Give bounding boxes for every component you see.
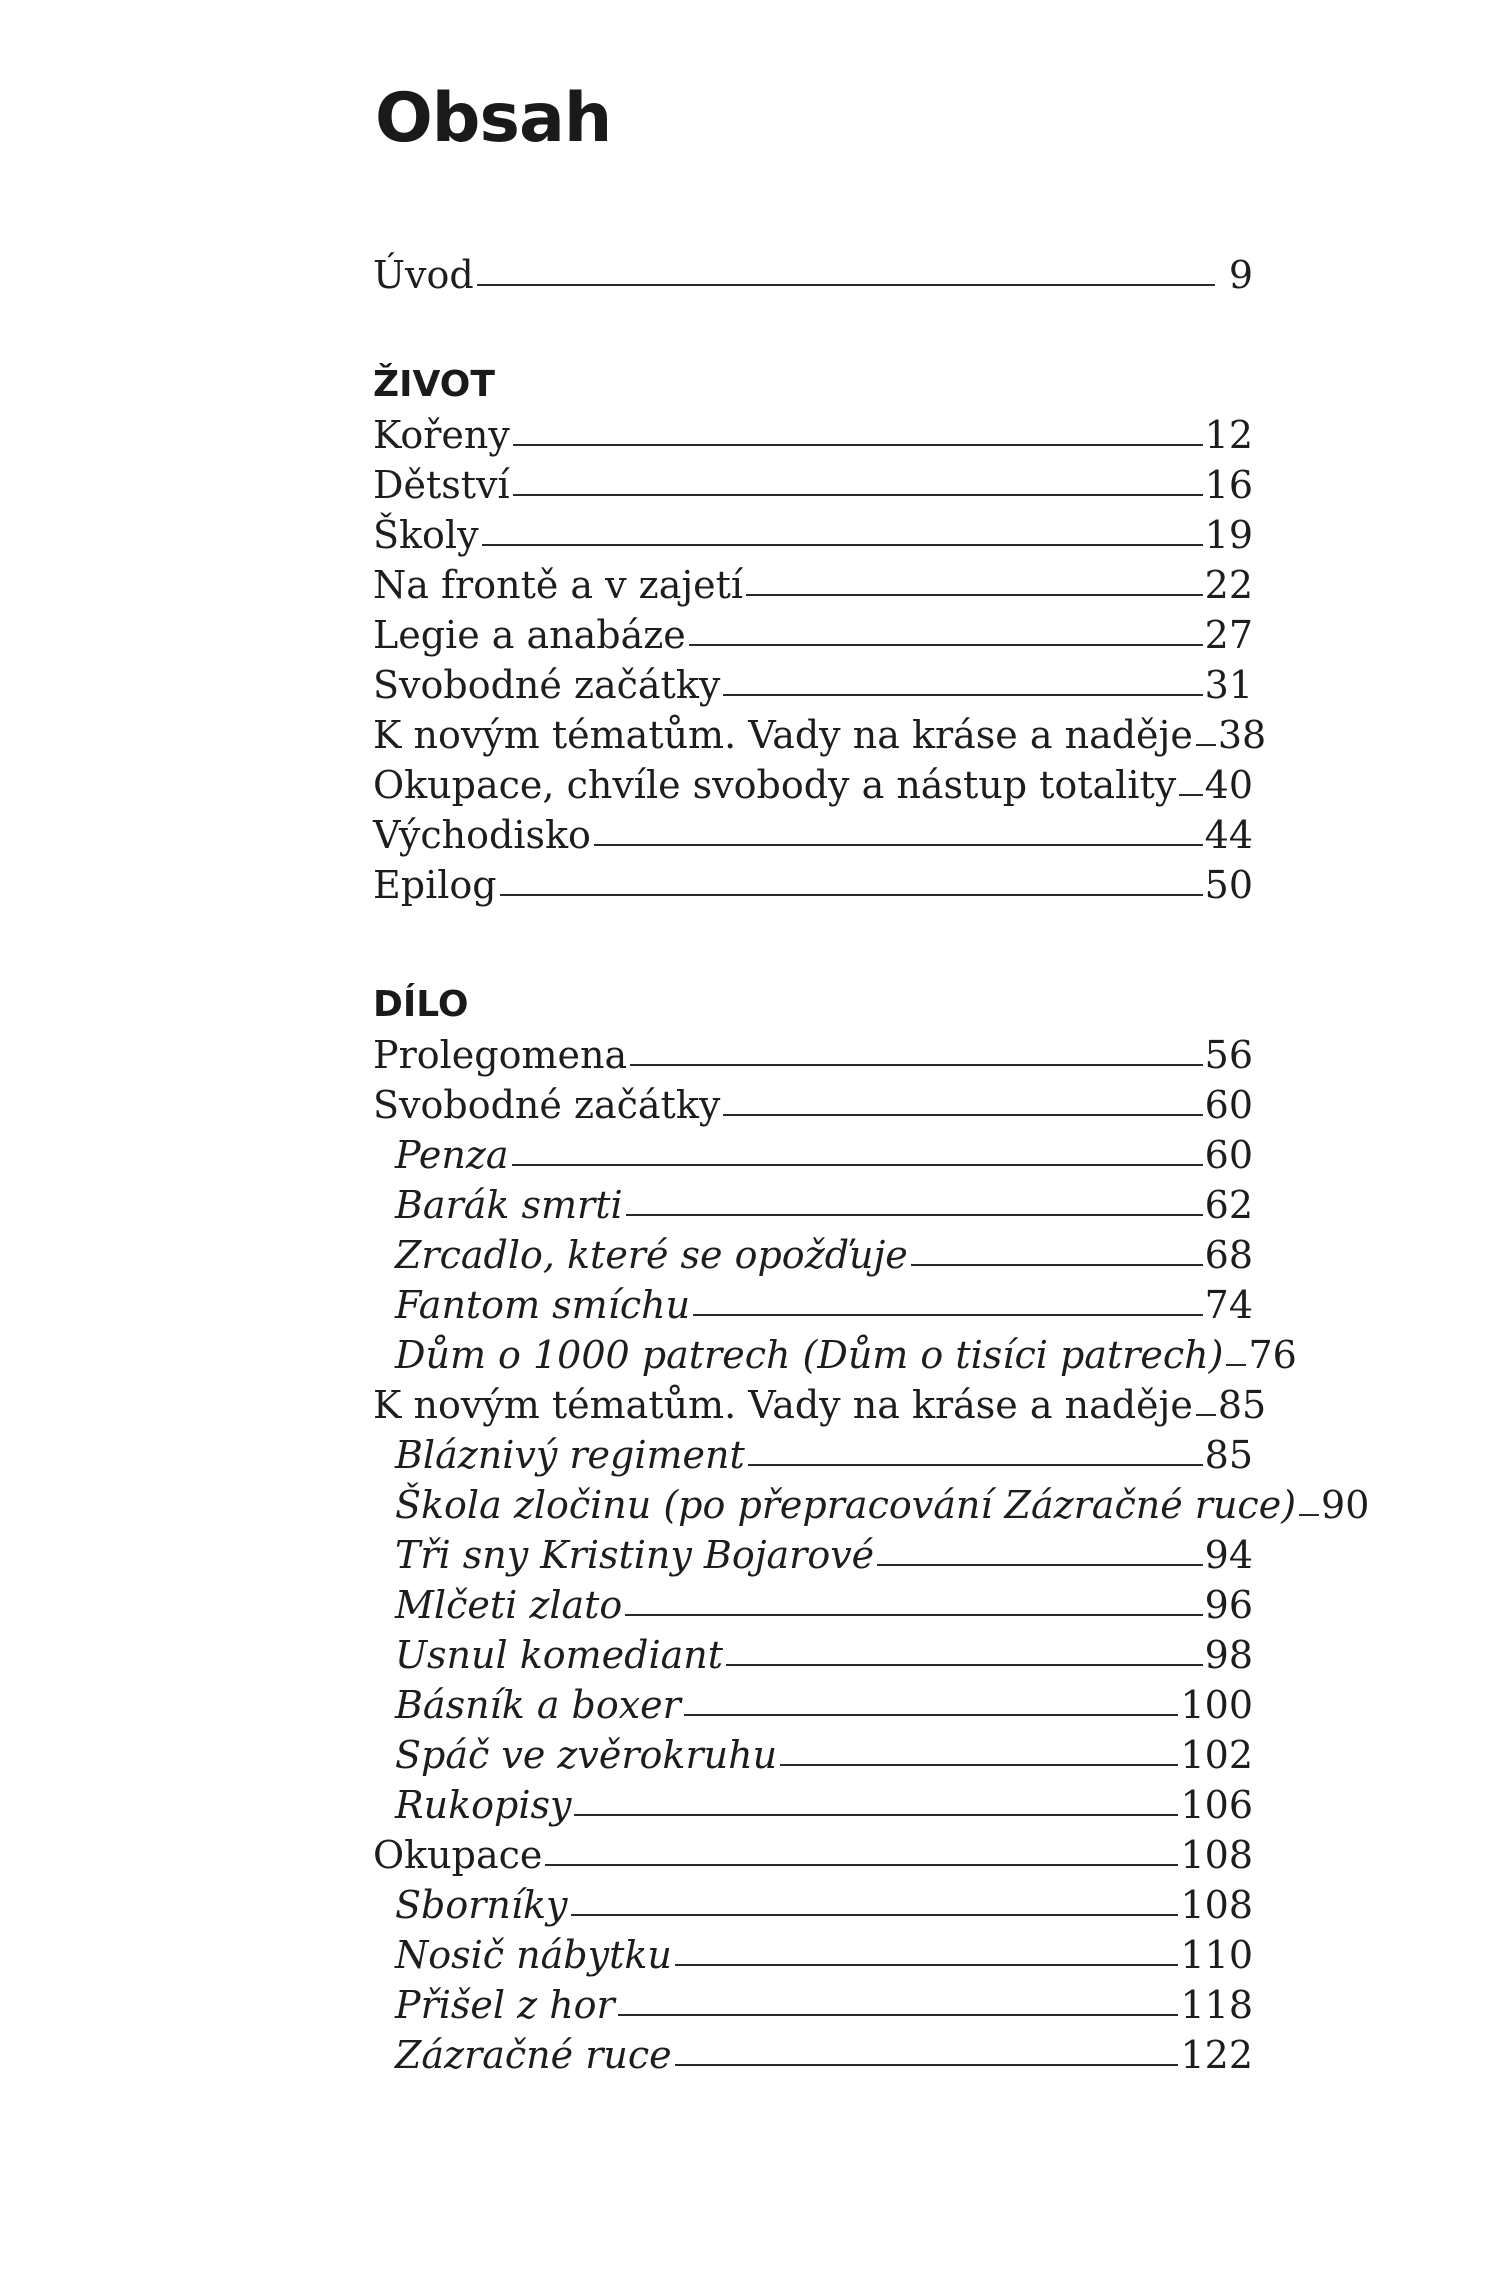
toc-subentry (373, 1130, 1253, 1180)
toc-entry-page-number: 122 (1180, 2033, 1253, 2077)
toc-subentry (373, 1480, 1370, 1530)
toc-entry-page-number: 56 (1204, 1033, 1253, 1077)
dot-leader (689, 644, 1203, 646)
toc-entry-page-number: 9 (1228, 253, 1253, 297)
toc-entry-label: Školy (373, 513, 479, 557)
toc-entry-page-number: 38 (1217, 713, 1267, 757)
toc-entry-label: Tři sny Kristiny Bojarové (395, 1533, 875, 1577)
toc-entry-page-number: 85 (1204, 1433, 1253, 1477)
toc-entry-label: Přišel z hor (395, 1983, 615, 2027)
toc-entry-page-number: 108 (1180, 1883, 1253, 1927)
toc-entry (373, 760, 1253, 810)
toc-entry (373, 460, 1253, 510)
toc-entry-page-number: 108 (1180, 1833, 1253, 1877)
toc-entry-label: Úvod (373, 253, 474, 297)
dot-leader (625, 1614, 1202, 1616)
toc-entry-page-number: 85 (1217, 1383, 1267, 1427)
toc-entry-label: Zázračné ruce (395, 2033, 672, 2077)
toc-entry-page-number: 50 (1204, 863, 1253, 907)
toc-entry-label: Bláznivý regiment (395, 1433, 745, 1477)
toc-subentry (373, 1680, 1253, 1730)
toc-entry-label: Fantom smíchu (395, 1283, 691, 1327)
dot-leader (512, 1164, 1203, 1166)
toc-entry-label: Barák smrti (395, 1183, 623, 1227)
toc-entry (373, 1380, 1267, 1430)
toc-subentry (373, 1630, 1253, 1680)
toc-entry-label: Dětství (373, 463, 510, 507)
toc-entry-label: Zrcadlo, které se opožďuje (395, 1233, 908, 1277)
toc-entry-page-number: 96 (1204, 1583, 1253, 1627)
toc-entry (373, 510, 1253, 560)
toc-entry-page-number: 62 (1204, 1183, 1253, 1227)
dot-leader (726, 1664, 1203, 1666)
dot-leader (746, 594, 1203, 596)
toc-entry-page-number: 31 (1204, 663, 1253, 707)
toc-entry-label: Legie a anabáze (373, 613, 686, 657)
toc-entry-label: Sborníky (395, 1883, 568, 1927)
page-title: Obsah (375, 79, 612, 158)
dot-leader (1226, 1364, 1246, 1366)
toc-subentry (373, 1230, 1253, 1280)
toc-entry-label: Prolegomena (373, 1033, 628, 1077)
toc-subentry (373, 1280, 1253, 1330)
toc-entry-page-number: 98 (1204, 1633, 1253, 1677)
dot-leader (723, 1114, 1202, 1116)
toc-subentry (373, 1730, 1253, 1780)
dot-leader (1196, 744, 1216, 746)
dot-leader (500, 894, 1203, 896)
toc-entry-label: Kořeny (373, 413, 510, 457)
dot-leader (626, 1214, 1203, 1216)
toc-entry-page-number: 60 (1204, 1083, 1253, 1127)
toc-entry-label: Mlčeti zlato (395, 1583, 623, 1627)
toc-entry-label: Spáč ve zvěrokruhu (395, 1733, 778, 1777)
toc-subentry (373, 1980, 1253, 2030)
toc-entry-page-number: 12 (1204, 413, 1253, 457)
dot-leader (630, 1064, 1203, 1066)
toc-entry (373, 1030, 1253, 1080)
toc-entry (373, 660, 1253, 710)
toc-entry-page-number: 40 (1204, 763, 1253, 807)
toc-entry (373, 610, 1253, 660)
toc-subentry (373, 1930, 1253, 1980)
toc-entry-label: K novým tématům. Vady na kráse a naděje (373, 713, 1193, 757)
dot-leader (1179, 794, 1202, 796)
toc-entry-page-number: 110 (1180, 1933, 1253, 1977)
toc-subentry (373, 1780, 1253, 1830)
dot-leader (1196, 1414, 1216, 1416)
toc-entry-page-number: 118 (1180, 1983, 1253, 2027)
toc-entry-page-number: 74 (1204, 1283, 1253, 1327)
toc-subentry (373, 1880, 1253, 1930)
dot-leader (545, 1864, 1178, 1866)
toc-entry-page-number: 16 (1204, 463, 1253, 507)
toc-subentry (373, 1180, 1253, 1230)
toc-entry-label: Penza (395, 1133, 509, 1177)
toc-entry-page-number: 27 (1204, 613, 1253, 657)
toc-entry-page-number: 94 (1204, 1533, 1253, 1577)
dot-leader (877, 1564, 1202, 1566)
toc-entry-page-number: 106 (1180, 1783, 1253, 1827)
toc-entry-label: Usnul komediant (395, 1633, 724, 1677)
dot-leader (911, 1264, 1203, 1266)
dot-leader (513, 494, 1203, 496)
toc-subentry (373, 2030, 1253, 2080)
toc-entry-label: Rukopisy (395, 1783, 572, 1827)
toc-entry-page-number: 60 (1204, 1133, 1253, 1177)
dot-leader (675, 1964, 1179, 1966)
toc-entry (373, 410, 1253, 460)
toc-entry-page-number: 90 (1321, 1483, 1370, 1527)
toc-entry (373, 1080, 1253, 1130)
toc-subentry (373, 1530, 1253, 1580)
toc-subentry (373, 1580, 1253, 1630)
dot-leader (482, 544, 1203, 546)
section-heading-zivot: ŽIVOT (373, 364, 495, 405)
toc-entry-intro (373, 250, 1253, 300)
dot-leader (477, 284, 1215, 286)
dot-leader (618, 2014, 1179, 2016)
dot-leader (594, 844, 1203, 846)
toc-entry-label: Svobodné začátky (373, 1083, 721, 1127)
toc-entry-page-number: 76 (1248, 1333, 1297, 1377)
dot-leader (693, 1314, 1203, 1316)
toc-subentry (373, 1430, 1253, 1480)
dot-leader (513, 444, 1203, 446)
toc-entry-label: Na frontě a v zajetí (373, 563, 744, 607)
table-of-contents (373, 250, 1370, 2080)
dot-leader (675, 2064, 1179, 2066)
toc-entry-page-number: 100 (1180, 1683, 1253, 1727)
toc-entry-label: Nosič nábytku (395, 1933, 672, 1977)
toc-entry-label: Východisko (373, 813, 591, 857)
toc-subentry (373, 1330, 1297, 1380)
dot-leader (748, 1464, 1203, 1466)
dot-leader (780, 1764, 1178, 1766)
dot-leader (571, 1914, 1179, 1916)
toc-entry-label: Básník a boxer (395, 1683, 681, 1727)
toc-entry-label: Svobodné začátky (373, 663, 721, 707)
toc-entry-label: Škola zločinu (po přepracování Zázračné ruce) (395, 1483, 1297, 1527)
dot-leader (723, 694, 1202, 696)
toc-entry-label: Dům o 1000 patrech (Dům o tisíci patrech) (395, 1333, 1224, 1377)
toc-entry-page-number: 68 (1204, 1233, 1253, 1277)
dot-leader (684, 1714, 1179, 1716)
toc-entry (373, 1830, 1253, 1880)
toc-entry (373, 710, 1267, 760)
toc-entry-label: Okupace, chvíle svobody a nástup totality (373, 763, 1177, 807)
toc-entry-label: K novým tématům. Vady na kráse a naděje (373, 1383, 1193, 1427)
dot-leader (1299, 1514, 1319, 1516)
toc-entry-page-number: 22 (1204, 563, 1253, 607)
toc-entry (373, 810, 1253, 860)
toc-entry-page-number: 44 (1204, 813, 1253, 857)
toc-entry (373, 560, 1253, 610)
toc-entry-page-number: 102 (1180, 1733, 1253, 1777)
dot-leader (574, 1814, 1178, 1816)
toc-entry-page-number: 19 (1204, 513, 1253, 557)
toc-entry-label: Epilog (373, 863, 497, 907)
section-heading-dilo: DÍLO (373, 984, 469, 1025)
toc-entry (373, 860, 1253, 910)
toc-entry-label: Okupace (373, 1833, 543, 1877)
